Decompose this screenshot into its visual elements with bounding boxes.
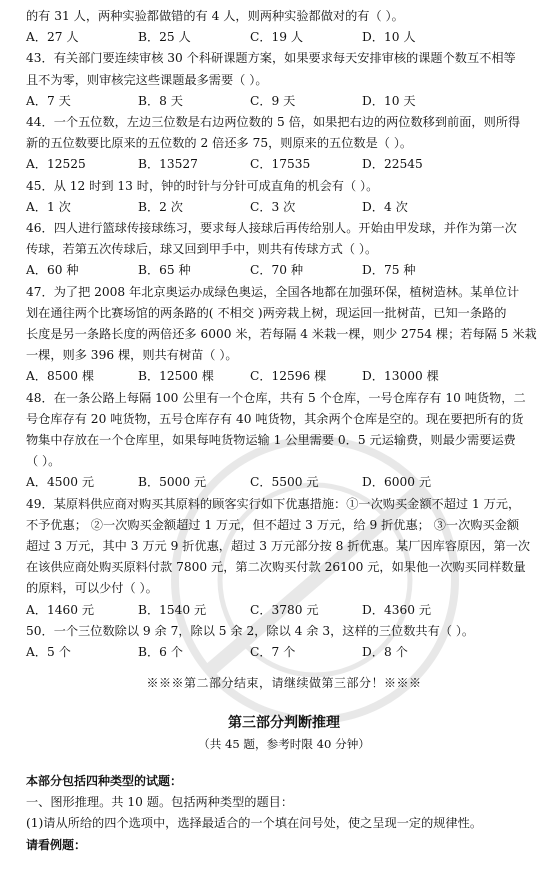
question-stem: （ ）。 — [26, 454, 61, 469]
option-a: A．5 个 — [26, 645, 71, 660]
question-stem: 一棵，则多 396 棵，则共有树苗（ ）。 — [26, 348, 238, 363]
option-a: A．27 人 — [26, 30, 79, 45]
question-49 — [26, 494, 542, 621]
option-d: D．22545 — [362, 157, 423, 172]
example-label: 请看例题： — [26, 837, 87, 852]
option-c: C．5500 元 — [250, 475, 319, 490]
option-b: B．8 天 — [138, 93, 183, 108]
q45-options — [26, 197, 542, 218]
option-b: B．12500 棵 — [138, 369, 214, 384]
question-47 — [26, 282, 542, 388]
question-stem: 44．一个五位数，左边三位数是右边两位数的 5 倍，如果把右边的两位数移到前面，则所得 — [26, 115, 521, 130]
q42-options — [26, 27, 542, 48]
question-46 — [26, 218, 542, 282]
q48-options — [26, 472, 542, 493]
q47-options — [26, 366, 542, 387]
option-a: A．1 次 — [26, 199, 71, 214]
question-stem: 传球，若第五次传球后，球又回到甲手中，则共有传球方式（ ）。 — [26, 242, 378, 257]
question-stem: 43．有关部门要连续审核 30 个科研课题方案，如果要求每天安排审核的课题个数互不相等 — [26, 51, 516, 66]
question-stem: 的原料，可以少付（ ）。 — [26, 581, 158, 596]
option-d: D．4360 元 — [362, 602, 432, 617]
question-44 — [26, 112, 542, 176]
question-48 — [26, 388, 542, 494]
option-c: C．7 个 — [250, 645, 296, 660]
section-heading: 一、图形推理。共 10 题。包括两种类型的题目： — [26, 795, 294, 810]
option-d: D．4 次 — [362, 199, 408, 214]
option-d: D．6000 元 — [362, 475, 432, 490]
option-c: C．19 人 — [250, 30, 304, 45]
question-stem: 划在通往两个比赛场馆的两条路的( 不相交 )两旁栽上树，现运回一批树苗，已知一条路的 — [26, 305, 507, 320]
option-a: A．12525 — [26, 157, 86, 172]
option-a: A．4500 元 — [26, 475, 95, 490]
q43-options — [26, 91, 542, 112]
question-43 — [26, 48, 542, 112]
intro-heading: 本部分包括四种类型的试题： — [26, 773, 183, 788]
option-b: B．65 种 — [138, 263, 191, 278]
option-d: D．10 人 — [362, 30, 416, 45]
option-c: C．3 次 — [250, 199, 296, 214]
option-b: B．6 个 — [138, 645, 183, 660]
question-45 — [26, 176, 542, 218]
option-c: C．12596 棵 — [250, 369, 327, 384]
option-a: A．8500 棵 — [26, 369, 95, 384]
question-stem: 46．四人进行篮球传接球练习，要求每人接球后再传给别人。开始由甲发球，并作为第一次 — [26, 221, 517, 236]
option-b: B．5000 元 — [138, 475, 207, 490]
q49-options — [26, 600, 542, 621]
option-c: C．9 天 — [250, 93, 296, 108]
question-stem: 不予优惠； ②一次购买金额超过 1 万元，但不超过 3 万元，给 9 折优惠； ③一次购买金额 — [26, 517, 520, 532]
option-c: C．3780 元 — [250, 602, 319, 617]
section-description: (1)请从所给的四个选项中，选择最适合的一个填在问号处，使之呈现一定的规律性。 — [26, 816, 483, 831]
question-stem: 号仓库存有 20 吨货物，五号仓库存有 40 吨货物，其余两个仓库是空的。现在要把所有的货 — [26, 411, 524, 426]
option-d: D．8 个 — [362, 645, 408, 660]
option-a: A．1460 元 — [26, 602, 95, 617]
q46-options — [26, 260, 542, 281]
question-stem: 47．为了把 2008 年北京奥运办成绿色奥运，全国各地都在加强环保，植树造林。某单位计 — [26, 284, 520, 299]
option-c: C．70 种 — [250, 263, 304, 278]
question-stem: 新的五位数要比原来的五位数的 2 倍还多 75，则原来的五位数是（ ）。 — [26, 136, 413, 151]
option-b: B．25 人 — [138, 30, 191, 45]
question-stem: 长度是另一条路长度的两倍还多 6000 米，若每隔 4 米栽一棵，则少 2754 棵；若每隔 5 米栽 — [26, 327, 537, 342]
option-b: B．13527 — [138, 157, 198, 172]
part-subtitle: （共 45 题，参考时限 40 分钟） — [198, 736, 370, 751]
question-stem: 45．从 12 时到 13 时，钟的时针与分针可成直角的机会有（ ）。 — [26, 178, 379, 193]
option-a: A．60 种 — [26, 263, 79, 278]
option-d: D．10 天 — [362, 93, 416, 108]
question-stem: 物集中存放在一个仓库里，如果每吨货物运输 1 公里需要 0．5 元运输费，则最少需要运费 — [26, 433, 516, 448]
question-stem: 50．一个三位数除以 9 余 7，除以 5 余 2，除以 4 余 3，这样的三位数共有（ ）。 — [26, 623, 475, 638]
option-d: D．75 种 — [362, 263, 416, 278]
option-a: A．7 天 — [26, 93, 71, 108]
question-stem: 且不为零，则审核完这些课题最多需要（ ）。 — [26, 72, 268, 87]
q50-options — [26, 642, 542, 663]
part-title: 第三部分判断推理 — [228, 714, 340, 731]
question-content — [26, 6, 542, 856]
question-stem: 49．某原料供应商对购买其原料的顾客实行如下优惠措施：①一次购买金额不超过 1 万元， — [26, 496, 521, 511]
question-stem: 48．在一条公路上每隔 100 公里有一个仓库，共有 5 个仓库，一号仓库存有 10 吨货物，二 — [26, 390, 526, 405]
option-c: C．17535 — [250, 157, 311, 172]
option-b: B．2 次 — [138, 199, 183, 214]
text-line: 的有 31 人，两种实验都做错的有 4 人，则两种实验都做对的有（ ）。 — [26, 9, 404, 23]
option-b: B．1540 元 — [138, 602, 207, 617]
q44-options — [26, 154, 542, 175]
question-50 — [26, 621, 542, 663]
question-stem: 超过 3 万元，其中 3 万元 9 折优惠，超过 3 万元部分按 8 折优惠。某厂因库容原因，第一次 — [26, 539, 531, 554]
part-end-notice: ※※※第二部分结束，请继续做第三部分！※※※ — [146, 676, 422, 691]
option-d: D．13000 棵 — [362, 369, 439, 384]
question-stem: 在该供应商处购买原料付款 7800 元，第二次购买付款 26100 元，如果他一次购买同样数量 — [26, 560, 526, 575]
